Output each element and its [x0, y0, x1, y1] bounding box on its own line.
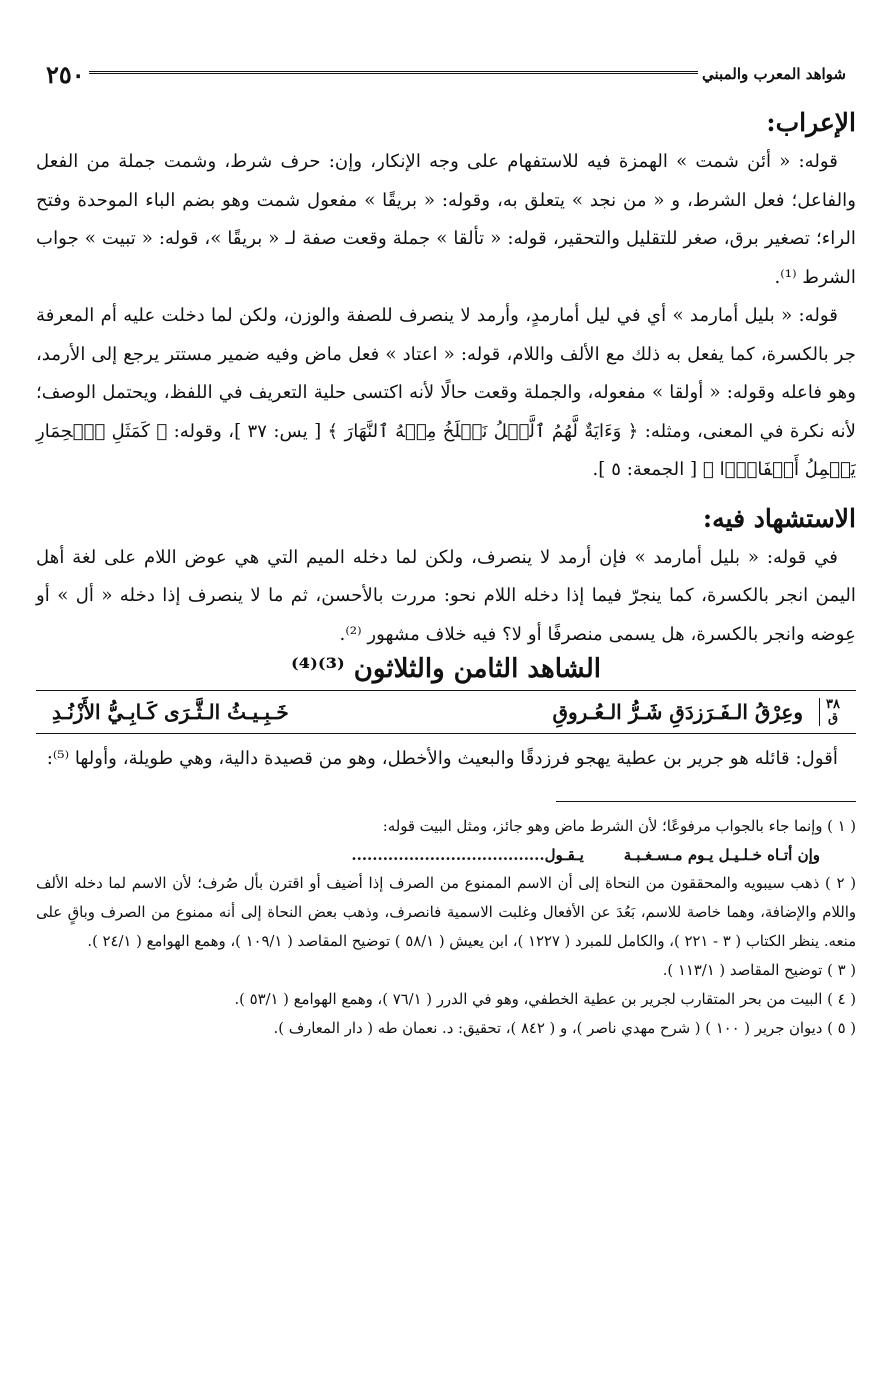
- footnote-1-verse-second: يـقـول.....................................: [351, 845, 584, 864]
- footnote-1-verse: [36, 841, 856, 869]
- footnotes: [36, 812, 856, 1043]
- footnote-rule: [556, 801, 856, 802]
- verse-number-value: ٣٨: [826, 697, 840, 712]
- verse-first-half: وعِرْقُ الـفَـرَزدَقِ شَـرُّ الـعُـروقِ: [552, 700, 804, 724]
- verse-box: [36, 690, 856, 734]
- page-number: ٢٥٠: [46, 59, 85, 89]
- shahid-title: الشاهد الثامن والثلاثون ⁽³⁾⁽⁴⁾: [290, 654, 601, 684]
- footnote-2: ( ٢ ) ذهب سيبويه والمحققون من النحاة إلى أن الاسم الممنوع من الصرف إذا أضيف أو اقترن بأل صُرف؛ لأن الاسم لما دخله الألف واللام والإضافة، وهما خاصة للاسم، بَعُدَ عن الأفعال وغلبت الاسمية فانصرف، وذهب بعض النحاة إلى أنه ممنوع من الصرف وباقٍ على منعه. ينظر الكتاب ( ٣ - ٢٢١ )، والكامل للمبرد ( ١٢٢٧ )، ابن يعيش ( ٥٨/١ ) توضيح المقاصد ( ١٠٩/١ )، وهمع الهوامع ( ٢٤/١ ).: [36, 874, 857, 950]
- verse-second-half: خَـبِـيـثُ الـثَّـرَى كَـابِـيُّ الأَزْنُـدِ: [52, 700, 289, 724]
- footnote-1-verse-first: وإن أتـاه خـلـيـل يـوم مـسـغـبـة: [623, 845, 820, 864]
- irab-paragraph-2: قوله: « بليل أمارمد » أي في ليل أمارمدٍ، وأرمد لا ينصرف للصفة والوزن، ولكن لما دخلت عليه أم المعرفة جر بالكسرة، كما يفعل به ذلك مع الألف واللام، قوله: « اعتاد » فعل ماض وفيه ضمير مستتر يرجع إلى الأرمد، وهو فاعله وقوله: « أولقا » مفعوله، والجملة وقعت حالًا لأنه اكتسى حلية التعريف في اللفظ، ويحتمل الوصف؛ لأنه نكرة في المعنى، ومثله: ﴿ وَءَايَةٌ لَّهُمُ ٱلَّيۡلُ نَسۡلَخُ مِنۡهُ ٱلنَّهَارَ ﴾ [ يس: ٣٧ ]، وقوله: ﴿ كَمَثَلِ ٱلۡحِمَارِ يَحۡمِلُ أَسۡفَارَۢا ﴾ [ الجمعة: ٥ ].: [36, 305, 856, 480]
- verse-first-hemistich: [553, 698, 841, 726]
- verse-number: [819, 698, 840, 726]
- running-header: [36, 54, 856, 94]
- irab-paragraph-1: قوله: « أئن شمت » الهمزة فيه للاستفهام على وجه الإنكار، وإن: حرف شرط، وشمت جملة من الفعل والفاعل؛ فعل الشرط، و « من نجد » يتعلق به، وقوله: « بريقًا » مفعول شمت وهو بضم الباء الموحدة وفتح الراء؛ تصغير برق، صغر للتقليل والتحقير، قوله: « تألقا » جملة وقعت صفة لـ « بريقًا »، قوله: « تبيت » جواب الشرط ⁽¹⁾.: [36, 151, 856, 288]
- shahid-paragraph: أقول: قائله هو جرير بن عطية يهجو فرزدقًا والبعيث والأخطل، وهو من قصيدة دالية، وهي طويلة، وأولها ⁽⁵⁾:: [46, 748, 838, 769]
- istishhad-heading: الاستشهاد فيه:: [702, 503, 856, 533]
- running-title: شواهد المعرب والمبني: [702, 65, 846, 83]
- book-page: [36, 54, 856, 1043]
- footnote-1: ( ١ ) وإنما جاء بالجواب مرفوعًا؛ لأن الشرط ماض وهو جائز، ومثل البيت قوله:: [382, 817, 856, 835]
- header-rule: [89, 71, 698, 77]
- footnote-5: ( ٥ ) ديوان جرير ( ١٠٠ ) ( شرح مهدي ناصر )، و ( ٨٤٢ )، تحقيق: د. نعمان طه ( دار المعارف ).: [273, 1019, 856, 1037]
- verse-meter-letter: ق: [827, 711, 839, 726]
- istishhad-paragraph: في قوله: « بليل أمارمد » فإن أرمد لا ينصرف، ولكن لما دخله الميم التي هي عوض اللام على لغة أهل اليمن انجر بالكسرة، كما ينجرّ فيما إذا دخله اللام نحو: مررت بالأحسن، ثم ما لا ينصرف إذا دخله « أل » أو عِوضه وانجر بالكسرة، هل يسمى منصرفًا أو لا؟ فيه خلاف مشهور ⁽²⁾.: [36, 546, 856, 645]
- footnote-3: ( ٣ ) توضيح المقاصد ( ١١٣/١ ).: [662, 961, 856, 979]
- footnote-4: ( ٤ ) البيت من بحر المتقارب لجرير بن عطية الخطفي، وهو في الدرر ( ٧٦/١ )، وهمع الهوامع ( ٥٣/١ ).: [234, 990, 856, 1008]
- irab-heading: الإعراب:: [766, 108, 856, 137]
